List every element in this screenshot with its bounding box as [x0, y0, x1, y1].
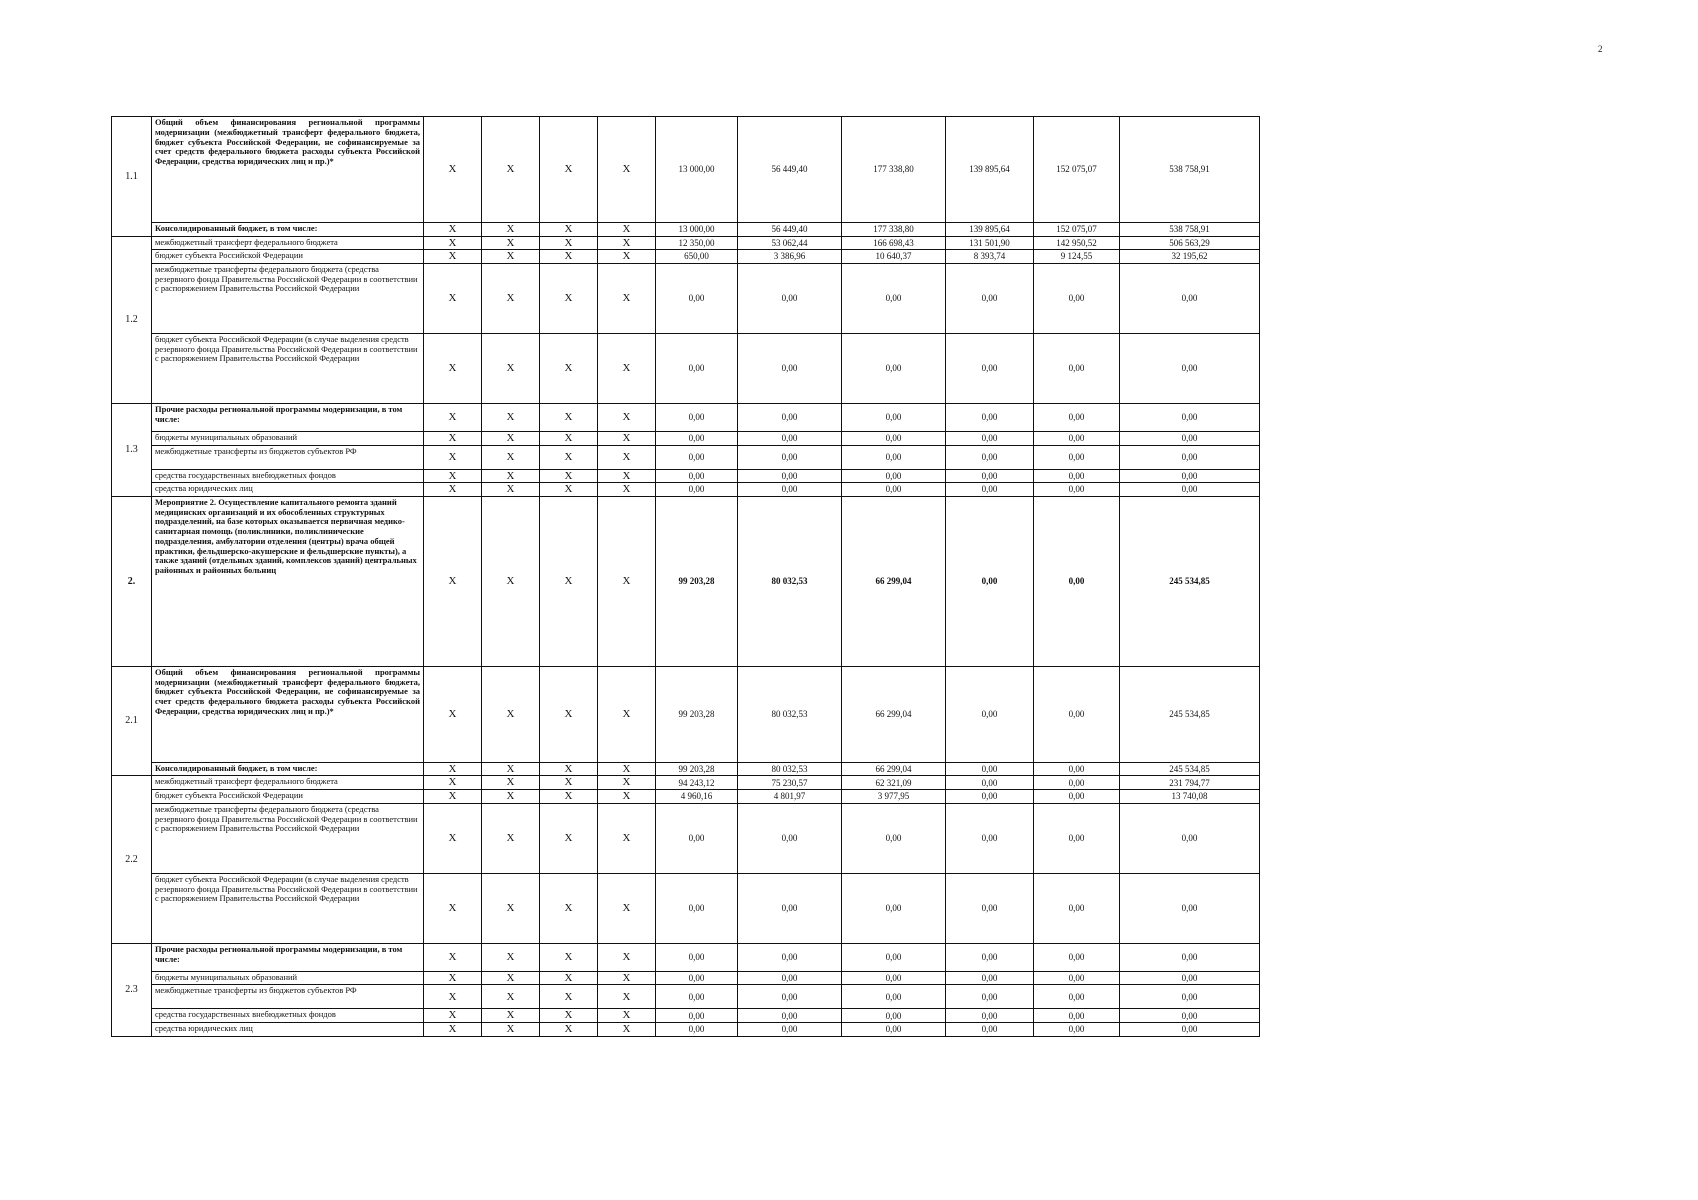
- value-cell: 0,00: [656, 333, 738, 403]
- x-mark-cell: X: [540, 943, 598, 971]
- value-cell: 80 032,53: [738, 762, 842, 776]
- x-mark-cell: X: [482, 483, 540, 497]
- value-cell: 0,00: [842, 483, 946, 497]
- x-mark-cell: X: [598, 1009, 656, 1023]
- x-mark-cell: X: [424, 666, 482, 762]
- value-cell: 0,00: [946, 1009, 1034, 1023]
- table-row: [112, 873, 1260, 943]
- x-mark-cell: X: [424, 803, 482, 873]
- value-cell: 10 640,37: [842, 250, 946, 264]
- x-mark-cell: X: [424, 873, 482, 943]
- table-row: [112, 666, 1260, 762]
- value-cell: 0,00: [946, 803, 1034, 873]
- value-cell: 0,00: [946, 971, 1034, 985]
- value-cell: 139 895,64: [946, 223, 1034, 237]
- row-label-cell: Общий объем финансирования региональной программы модернизации (межбюджетный трансферт федерального бюджета, бюджет субъекта Российской Федерации, не софинансируемые за счет средств федерального бюджета расходы субъекта Российской Федерации, средства юридических лиц и пр.)*: [152, 117, 424, 223]
- value-cell: 131 501,90: [946, 236, 1034, 250]
- x-mark-cell: X: [424, 223, 482, 237]
- value-cell: 0,00: [946, 333, 1034, 403]
- value-cell: 0,00: [946, 431, 1034, 445]
- value-cell: 177 338,80: [842, 117, 946, 223]
- value-cell: 152 075,07: [1034, 223, 1120, 237]
- value-cell: 245 534,85: [1120, 762, 1260, 776]
- value-cell: 0,00: [656, 445, 738, 469]
- x-mark-cell: X: [598, 431, 656, 445]
- table-row: [112, 496, 1260, 666]
- x-mark-cell: X: [482, 873, 540, 943]
- value-cell: 139 895,64: [946, 117, 1034, 223]
- value-cell: 142 950,52: [1034, 236, 1120, 250]
- value-cell: 0,00: [842, 1023, 946, 1037]
- x-mark-cell: X: [482, 762, 540, 776]
- x-mark-cell: X: [540, 1023, 598, 1037]
- table-row: [112, 333, 1260, 403]
- value-cell: 0,00: [1034, 431, 1120, 445]
- x-mark-cell: X: [482, 117, 540, 223]
- value-cell: 0,00: [946, 873, 1034, 943]
- value-cell: 0,00: [738, 483, 842, 497]
- row-label-cell: межбюджетные трансферты из бюджетов субъектов РФ: [152, 445, 424, 469]
- row-label-cell: межбюджетные трансферты федерального бюджета (средства резервного фонда Правительства Российской Федерации в соответствии с распоряжением Правительства Российской Федерации: [152, 263, 424, 333]
- value-cell: 13 000,00: [656, 223, 738, 237]
- value-cell: 245 534,85: [1120, 496, 1260, 666]
- value-cell: 0,00: [1034, 483, 1120, 497]
- value-cell: 75 230,57: [738, 776, 842, 790]
- row-label-cell: Консолидированный бюджет, в том числе:: [152, 762, 424, 776]
- x-mark-cell: X: [482, 971, 540, 985]
- row-label-cell: межбюджетные трансферты федерального бюджета (средства резервного фонда Правительства Российской Федерации в соответствии с распоряжением Правительства Российской Федерации: [152, 803, 424, 873]
- x-mark-cell: X: [598, 943, 656, 971]
- value-cell: 0,00: [1120, 403, 1260, 431]
- value-cell: 0,00: [1120, 1009, 1260, 1023]
- x-mark-cell: X: [540, 333, 598, 403]
- x-mark-cell: X: [482, 666, 540, 762]
- value-cell: 538 758,91: [1120, 117, 1260, 223]
- value-cell: 0,00: [1120, 803, 1260, 873]
- value-cell: 4 801,97: [738, 790, 842, 804]
- table-row: [112, 469, 1260, 483]
- value-cell: 0,00: [1034, 666, 1120, 762]
- x-mark-cell: X: [424, 263, 482, 333]
- value-cell: 0,00: [1120, 985, 1260, 1009]
- value-cell: 0,00: [946, 445, 1034, 469]
- value-cell: 0,00: [738, 873, 842, 943]
- x-mark-cell: X: [482, 469, 540, 483]
- x-mark-cell: X: [598, 496, 656, 666]
- x-mark-cell: X: [482, 803, 540, 873]
- x-mark-cell: X: [424, 250, 482, 264]
- value-cell: 0,00: [1034, 873, 1120, 943]
- value-cell: 0,00: [1120, 333, 1260, 403]
- x-mark-cell: X: [598, 776, 656, 790]
- table-row: [112, 445, 1260, 469]
- value-cell: 0,00: [1034, 762, 1120, 776]
- x-mark-cell: X: [598, 873, 656, 943]
- table-row: [112, 117, 1260, 223]
- value-cell: 0,00: [738, 469, 842, 483]
- value-cell: 0,00: [1034, 333, 1120, 403]
- value-cell: 0,00: [738, 403, 842, 431]
- x-mark-cell: X: [540, 762, 598, 776]
- x-mark-cell: X: [540, 790, 598, 804]
- x-mark-cell: X: [540, 873, 598, 943]
- x-mark-cell: X: [424, 971, 482, 985]
- x-mark-cell: X: [598, 1023, 656, 1037]
- table-row: [112, 762, 1260, 776]
- table-row: [112, 236, 1260, 250]
- x-mark-cell: X: [424, 790, 482, 804]
- value-cell: 0,00: [1120, 469, 1260, 483]
- x-mark-cell: X: [482, 431, 540, 445]
- value-cell: 0,00: [946, 943, 1034, 971]
- row-number-cell: 2.3: [112, 943, 152, 1036]
- value-cell: 0,00: [656, 483, 738, 497]
- row-number-cell: 1.1: [112, 117, 152, 237]
- row-label-cell: бюджет субъекта Российской Федерации: [152, 250, 424, 264]
- financing-table: [111, 116, 1260, 1037]
- value-cell: 0,00: [656, 971, 738, 985]
- value-cell: 0,00: [656, 431, 738, 445]
- value-cell: 80 032,53: [738, 666, 842, 762]
- x-mark-cell: X: [598, 223, 656, 237]
- value-cell: 650,00: [656, 250, 738, 264]
- x-mark-cell: X: [424, 469, 482, 483]
- value-cell: 0,00: [738, 431, 842, 445]
- value-cell: 0,00: [1034, 469, 1120, 483]
- value-cell: 0,00: [656, 1009, 738, 1023]
- table-row: [112, 431, 1260, 445]
- value-cell: 0,00: [842, 803, 946, 873]
- x-mark-cell: X: [482, 236, 540, 250]
- value-cell: 0,00: [738, 1023, 842, 1037]
- value-cell: 0,00: [1120, 873, 1260, 943]
- x-mark-cell: X: [540, 496, 598, 666]
- row-label-cell: средства государственных внебюджетных фондов: [152, 1009, 424, 1023]
- row-label-cell: Мероприятие 2. Осуществление капитального ремонта зданий медицинских организаций и их обособленных структурных подразделений, на базе которых оказывается первичная медико-санитарная помощь (поликлиники, поликлинические подразделения, амбулатории отделения (центры) врача общей практики, фельдшерско-акушерские и фельдшерские пункты), а также зданий (отдельных зданий, комплексов зданий) центральных районных и районных больниц: [152, 496, 424, 666]
- row-label-cell: межбюджетный трансферт федерального бюджета: [152, 776, 424, 790]
- x-mark-cell: X: [424, 943, 482, 971]
- value-cell: 0,00: [1034, 985, 1120, 1009]
- value-cell: 13 000,00: [656, 117, 738, 223]
- value-cell: 80 032,53: [738, 496, 842, 666]
- x-mark-cell: X: [598, 469, 656, 483]
- value-cell: 99 203,28: [656, 666, 738, 762]
- value-cell: 0,00: [1034, 263, 1120, 333]
- x-mark-cell: X: [598, 236, 656, 250]
- x-mark-cell: X: [540, 236, 598, 250]
- row-label-cell: средства государственных внебюджетных фондов: [152, 469, 424, 483]
- row-label-cell: межбюджетные трансферты из бюджетов субъектов РФ: [152, 985, 424, 1009]
- value-cell: 231 794,77: [1120, 776, 1260, 790]
- value-cell: 0,00: [656, 469, 738, 483]
- row-number-cell: 2.1: [112, 666, 152, 776]
- row-number-cell: 2.: [112, 496, 152, 666]
- row-label-cell: Прочие расходы региональной программы модернизации, в том числе:: [152, 943, 424, 971]
- value-cell: 0,00: [1120, 943, 1260, 971]
- x-mark-cell: X: [424, 985, 482, 1009]
- row-label-cell: средства юридических лиц: [152, 1023, 424, 1037]
- value-cell: 506 563,29: [1120, 236, 1260, 250]
- value-cell: 0,00: [842, 943, 946, 971]
- x-mark-cell: X: [598, 250, 656, 264]
- x-mark-cell: X: [482, 1023, 540, 1037]
- x-mark-cell: X: [540, 403, 598, 431]
- row-label-cell: Прочие расходы региональной программы модернизации, в том числе:: [152, 403, 424, 431]
- x-mark-cell: X: [598, 985, 656, 1009]
- value-cell: 0,00: [1034, 403, 1120, 431]
- x-mark-cell: X: [540, 985, 598, 1009]
- x-mark-cell: X: [424, 403, 482, 431]
- value-cell: 0,00: [738, 943, 842, 971]
- value-cell: 0,00: [656, 943, 738, 971]
- value-cell: 0,00: [656, 1023, 738, 1037]
- x-mark-cell: X: [424, 483, 482, 497]
- value-cell: 0,00: [1120, 971, 1260, 985]
- x-mark-cell: X: [482, 223, 540, 237]
- value-cell: 0,00: [842, 445, 946, 469]
- value-cell: 32 195,62: [1120, 250, 1260, 264]
- page-number: 2: [1598, 44, 1603, 54]
- value-cell: 0,00: [1034, 790, 1120, 804]
- value-cell: 0,00: [842, 1009, 946, 1023]
- value-cell: 0,00: [656, 403, 738, 431]
- x-mark-cell: X: [482, 403, 540, 431]
- x-mark-cell: X: [482, 790, 540, 804]
- value-cell: 0,00: [656, 985, 738, 1009]
- value-cell: 8 393,74: [946, 250, 1034, 264]
- value-cell: 9 124,55: [1034, 250, 1120, 264]
- value-cell: 13 740,08: [1120, 790, 1260, 804]
- value-cell: 0,00: [842, 431, 946, 445]
- x-mark-cell: X: [424, 445, 482, 469]
- table-row: [112, 263, 1260, 333]
- value-cell: 152 075,07: [1034, 117, 1120, 223]
- x-mark-cell: X: [482, 776, 540, 790]
- value-cell: 66 299,04: [842, 666, 946, 762]
- x-mark-cell: X: [482, 250, 540, 264]
- x-mark-cell: X: [424, 236, 482, 250]
- value-cell: 0,00: [738, 971, 842, 985]
- value-cell: 0,00: [1120, 263, 1260, 333]
- x-mark-cell: X: [540, 431, 598, 445]
- row-label-cell: Консолидированный бюджет, в том числе:: [152, 223, 424, 237]
- value-cell: 0,00: [738, 803, 842, 873]
- x-mark-cell: X: [540, 263, 598, 333]
- row-number-cell: 2.2: [112, 776, 152, 943]
- value-cell: 99 203,28: [656, 496, 738, 666]
- x-mark-cell: X: [482, 263, 540, 333]
- row-label-cell: Общий объем финансирования региональной программы модернизации (межбюджетный трансферт федерального бюджета, бюджет субъекта Российской Федерации, не софинансируемые за счет средств федерального бюджета расходы субъекта Российской Федерации, средства юридических лиц и пр.)*: [152, 666, 424, 762]
- row-number-cell: 1.2: [112, 236, 152, 403]
- x-mark-cell: X: [598, 445, 656, 469]
- value-cell: 0,00: [842, 333, 946, 403]
- value-cell: 56 449,40: [738, 223, 842, 237]
- value-cell: 0,00: [946, 666, 1034, 762]
- x-mark-cell: X: [598, 403, 656, 431]
- x-mark-cell: X: [424, 333, 482, 403]
- x-mark-cell: X: [540, 250, 598, 264]
- value-cell: 0,00: [738, 263, 842, 333]
- row-label-cell: бюджеты муниципальных образований: [152, 971, 424, 985]
- value-cell: 0,00: [1120, 431, 1260, 445]
- x-mark-cell: X: [598, 971, 656, 985]
- value-cell: 56 449,40: [738, 117, 842, 223]
- value-cell: 538 758,91: [1120, 223, 1260, 237]
- x-mark-cell: X: [598, 803, 656, 873]
- value-cell: 3 977,95: [842, 790, 946, 804]
- table-row: [112, 250, 1260, 264]
- x-mark-cell: X: [540, 469, 598, 483]
- value-cell: 0,00: [946, 790, 1034, 804]
- table-row: [112, 776, 1260, 790]
- value-cell: 0,00: [1034, 496, 1120, 666]
- value-cell: 0,00: [1034, 776, 1120, 790]
- value-cell: 0,00: [946, 403, 1034, 431]
- row-label-cell: межбюджетный трансферт федерального бюджета: [152, 236, 424, 250]
- x-mark-cell: X: [424, 776, 482, 790]
- value-cell: 0,00: [946, 762, 1034, 776]
- x-mark-cell: X: [598, 666, 656, 762]
- row-label-cell: бюджеты муниципальных образований: [152, 431, 424, 445]
- x-mark-cell: X: [540, 803, 598, 873]
- value-cell: 177 338,80: [842, 223, 946, 237]
- row-label-cell: бюджет субъекта Российской Федерации (в случае выделения средств резервного фонда Правительства Российской Федерации в соответствии с распоряжением Правительства Российской Федерации: [152, 333, 424, 403]
- x-mark-cell: X: [482, 445, 540, 469]
- value-cell: 0,00: [738, 985, 842, 1009]
- x-mark-cell: X: [540, 1009, 598, 1023]
- x-mark-cell: X: [540, 776, 598, 790]
- x-mark-cell: X: [540, 117, 598, 223]
- value-cell: 0,00: [842, 873, 946, 943]
- value-cell: 0,00: [1034, 803, 1120, 873]
- value-cell: 62 321,09: [842, 776, 946, 790]
- value-cell: 245 534,85: [1120, 666, 1260, 762]
- table-row: [112, 483, 1260, 497]
- value-cell: 0,00: [946, 483, 1034, 497]
- table-row: [112, 403, 1260, 431]
- table-row: [112, 943, 1260, 971]
- value-cell: 0,00: [842, 263, 946, 333]
- value-cell: 0,00: [946, 985, 1034, 1009]
- value-cell: 0,00: [946, 496, 1034, 666]
- row-label-cell: бюджет субъекта Российской Федерации (в случае выделения средств резервного фонда Правительства Российской Федерации в соответствии с распоряжением Правительства Российской Федерации: [152, 873, 424, 943]
- financing-table-body: [112, 117, 1260, 1037]
- x-mark-cell: X: [424, 496, 482, 666]
- value-cell: 0,00: [946, 776, 1034, 790]
- table-row: [112, 223, 1260, 237]
- x-mark-cell: X: [482, 333, 540, 403]
- value-cell: 0,00: [1034, 971, 1120, 985]
- value-cell: 12 350,00: [656, 236, 738, 250]
- value-cell: 53 062,44: [738, 236, 842, 250]
- value-cell: 94 243,12: [656, 776, 738, 790]
- x-mark-cell: X: [424, 762, 482, 776]
- value-cell: 0,00: [656, 263, 738, 333]
- x-mark-cell: X: [540, 483, 598, 497]
- row-label-cell: бюджет субъекта Российской Федерации: [152, 790, 424, 804]
- value-cell: 0,00: [656, 803, 738, 873]
- value-cell: 0,00: [842, 469, 946, 483]
- value-cell: 0,00: [656, 873, 738, 943]
- row-number-cell: 1.3: [112, 403, 152, 496]
- value-cell: 0,00: [738, 333, 842, 403]
- value-cell: 66 299,04: [842, 496, 946, 666]
- x-mark-cell: X: [598, 263, 656, 333]
- x-mark-cell: X: [424, 117, 482, 223]
- x-mark-cell: X: [424, 1009, 482, 1023]
- x-mark-cell: X: [482, 1009, 540, 1023]
- table-row: [112, 985, 1260, 1009]
- x-mark-cell: X: [482, 496, 540, 666]
- table-row: [112, 790, 1260, 804]
- x-mark-cell: X: [540, 666, 598, 762]
- table-row: [112, 971, 1260, 985]
- table-row: [112, 1023, 1260, 1037]
- x-mark-cell: X: [598, 790, 656, 804]
- value-cell: 0,00: [842, 971, 946, 985]
- value-cell: 0,00: [946, 263, 1034, 333]
- value-cell: 0,00: [946, 1023, 1034, 1037]
- value-cell: 0,00: [842, 985, 946, 1009]
- value-cell: 0,00: [1120, 445, 1260, 469]
- x-mark-cell: X: [598, 117, 656, 223]
- value-cell: 166 698,43: [842, 236, 946, 250]
- value-cell: 3 386,96: [738, 250, 842, 264]
- value-cell: 0,00: [946, 469, 1034, 483]
- value-cell: 0,00: [1120, 1023, 1260, 1037]
- value-cell: 66 299,04: [842, 762, 946, 776]
- value-cell: 0,00: [1120, 483, 1260, 497]
- x-mark-cell: X: [540, 445, 598, 469]
- x-mark-cell: X: [482, 985, 540, 1009]
- table-row: [112, 1009, 1260, 1023]
- value-cell: 0,00: [738, 1009, 842, 1023]
- x-mark-cell: X: [424, 1023, 482, 1037]
- value-cell: 0,00: [1034, 1023, 1120, 1037]
- x-mark-cell: X: [424, 431, 482, 445]
- table-row: [112, 803, 1260, 873]
- value-cell: 99 203,28: [656, 762, 738, 776]
- value-cell: 0,00: [738, 445, 842, 469]
- row-label-cell: средства юридических лиц: [152, 483, 424, 497]
- x-mark-cell: X: [598, 333, 656, 403]
- value-cell: 0,00: [842, 403, 946, 431]
- x-mark-cell: X: [598, 483, 656, 497]
- value-cell: 0,00: [1034, 943, 1120, 971]
- x-mark-cell: X: [598, 762, 656, 776]
- x-mark-cell: X: [540, 971, 598, 985]
- x-mark-cell: X: [540, 223, 598, 237]
- value-cell: 0,00: [1034, 445, 1120, 469]
- value-cell: 4 960,16: [656, 790, 738, 804]
- value-cell: 0,00: [1034, 1009, 1120, 1023]
- x-mark-cell: X: [482, 943, 540, 971]
